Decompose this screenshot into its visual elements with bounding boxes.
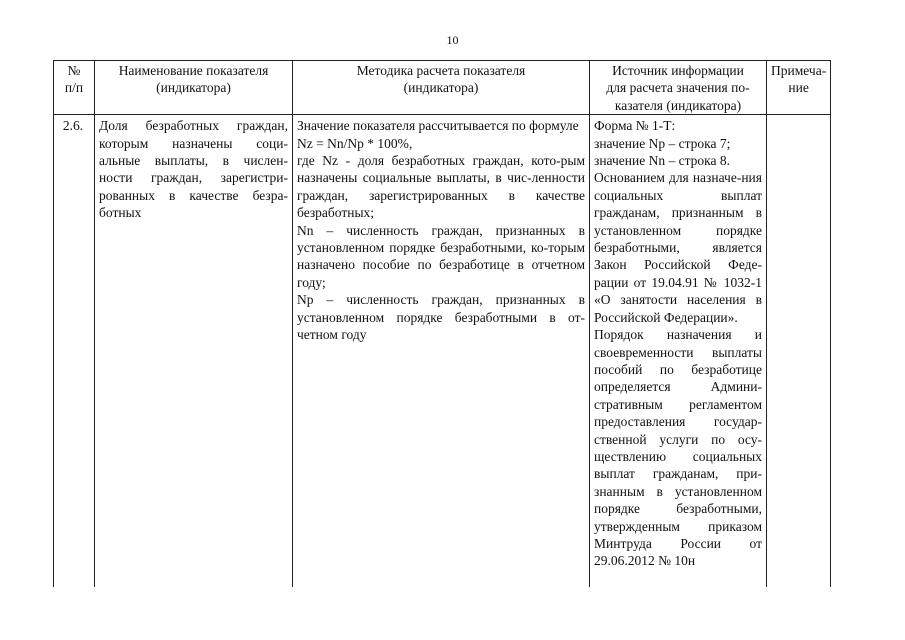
method-line: где Nz - доля безработных граждан, кото-рым назначены социальные выплаты, в чис-ленности граждан, зарегистрированных в качестве безработных; <box>297 153 585 221</box>
method-line: Nn – численность граждан, признанных в установленном порядке безработными, ко-торым назначено пособие по безработице в отчетном году; <box>297 222 585 290</box>
row-method <box>293 115 590 588</box>
source-line: значение Np – строка 7; <box>594 135 731 151</box>
header-source: Источник информации для расчета значения по- казателя (индикатора) <box>590 61 767 115</box>
page-number: 10 <box>446 33 459 47</box>
header-method: Методика расчета показателя (индикатора) <box>293 61 590 115</box>
row-num: 2.6. <box>54 115 95 588</box>
method-formula: Nz = Nn/Np * 100%, <box>297 135 413 151</box>
row-source <box>590 115 767 588</box>
table-row <box>54 115 831 588</box>
indicator-table <box>53 60 831 587</box>
method-line: Np – численность граждан, признанных в установленном порядке безработными в от-четном году <box>297 292 585 343</box>
source-line: значение Nn – строка 8. <box>594 153 731 169</box>
table-header-row <box>54 61 831 115</box>
source-line: Форма № 1-Т: <box>594 118 676 134</box>
source-line: Порядок назначения и своевременности выплаты пособий по безработице определяется Админи-стративным регламентом предоставления государ-ственной услуги по осу-ществлению социальных выплат гражданам, при-знанным в установленном порядке безработными, утвержденным приказом Минтруда России от 29.06.2012 № 10н <box>594 327 762 569</box>
header-name: Наименование показателя (индикатора) <box>95 61 293 115</box>
source-line: Основанием для назначе-ния социальных выплат гражданам, признанным в установленном порядке безработными, является Закон Российской Феде-рации от 19.04.91 № 1032-1 «О занятости населения в Российской Федерации». <box>594 170 762 325</box>
row-name: Доля безработных граждан, которым назначены соци-альные выплаты, в числен-ности граждан, зарегистри-рованных в качестве безра-ботных <box>95 115 293 588</box>
row-note <box>767 115 831 588</box>
header-num: № п/п <box>54 61 95 115</box>
method-line: Значение показателя рассчитывается по формуле <box>297 118 579 134</box>
header-note: Примеча- ние <box>767 61 831 115</box>
